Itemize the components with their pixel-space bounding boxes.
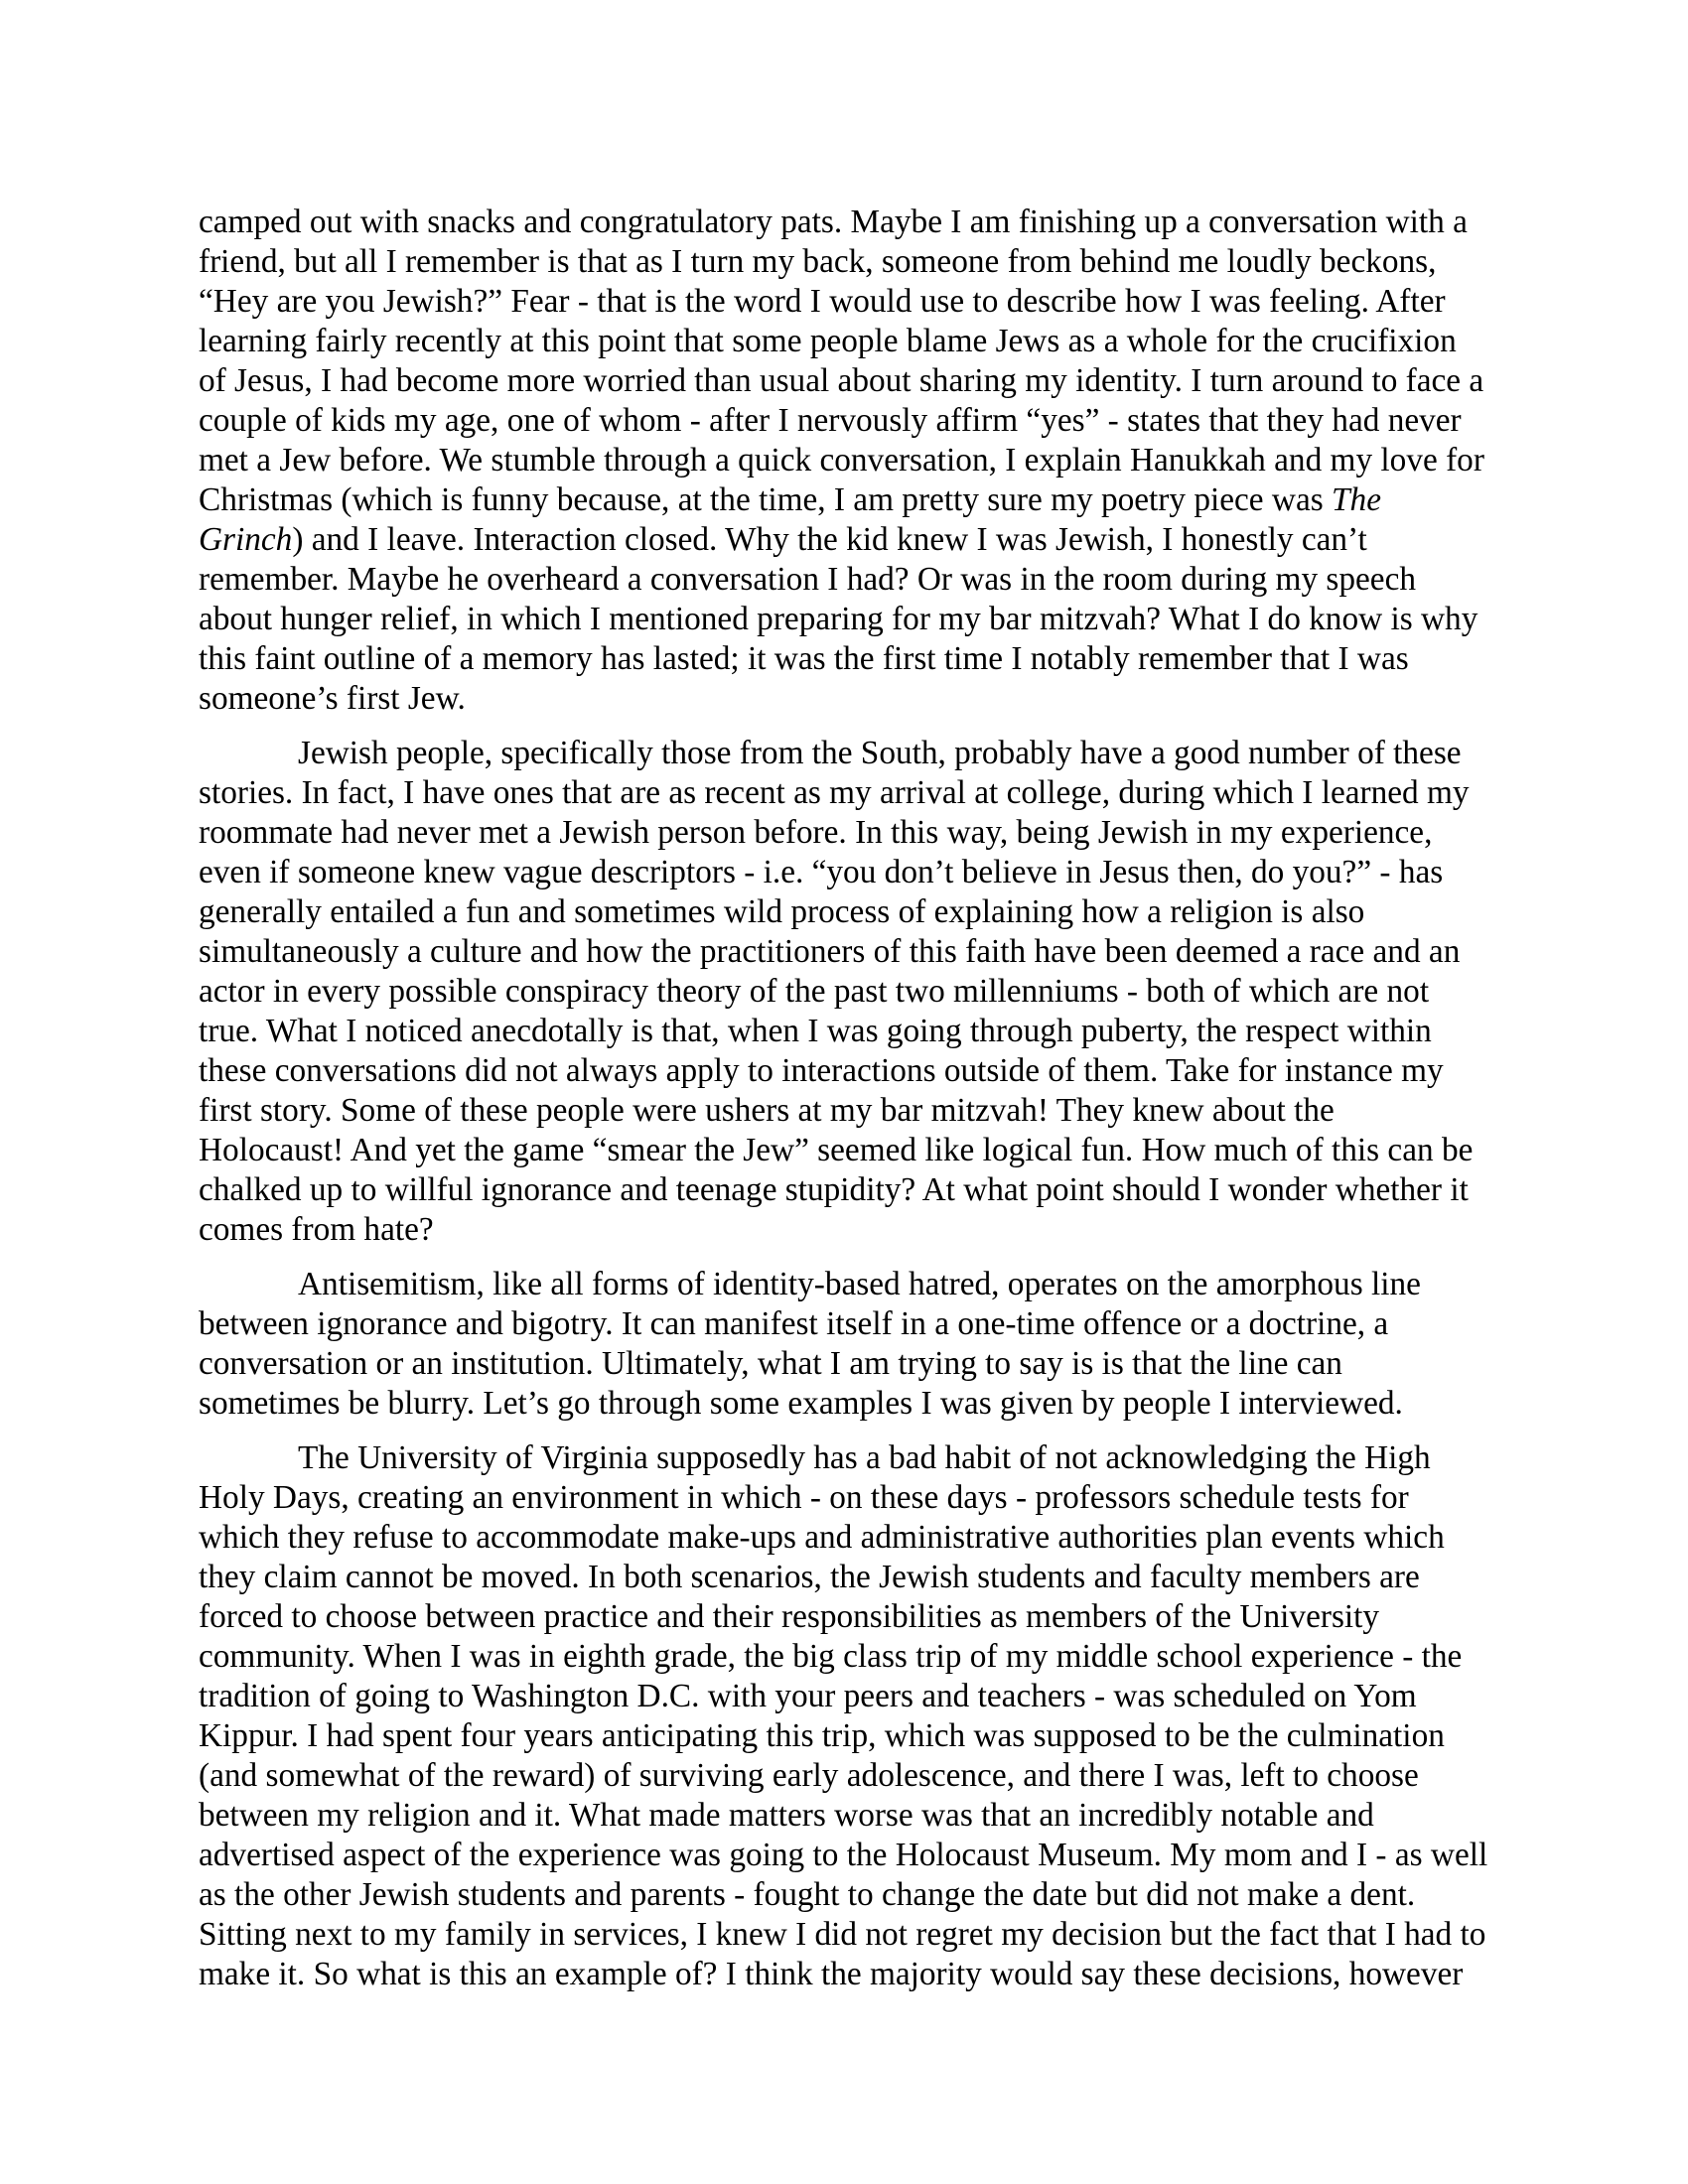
text-segment: Kippur. I had spent four years anticipating this trip, which was supposed to be the culmination (199, 1717, 1445, 1754)
text-line (199, 1304, 1489, 1344)
text-segment: of Jesus, I had become more worried than usual about sharing my identity. I turn around to face a (199, 362, 1484, 399)
text-line (199, 734, 1489, 773)
text-line (199, 679, 1489, 719)
text-segment: sometimes be blurry. Let’s go through some examples I was given by people I interviewed. (199, 1385, 1403, 1422)
text-segment: simultaneously a culture and how the practitioners of this faith have been deemed a race and an (199, 933, 1461, 970)
text-segment: Holy Days, creating an environment in which - on these days - professors schedule tests for (199, 1479, 1409, 1516)
text-segment: they claim cannot be moved. In both scenarios, the Jewish students and faculty members are (199, 1559, 1420, 1595)
italic-text: The (1332, 481, 1381, 518)
text-segment: conversation or an institution. Ultimately, what I am trying to say is is that the line can (199, 1345, 1342, 1382)
text-line (199, 853, 1489, 892)
text-line (199, 972, 1489, 1012)
text-segment: which they refuse to accommodate make-ups and administrative authorities plan events which (199, 1519, 1445, 1556)
text-segment: forced to choose between practice and their responsibilities as members of the University (199, 1598, 1380, 1635)
text-line (199, 1558, 1489, 1597)
text-segment: about hunger relief, in which I mentioned preparing for my bar mitzvah? What I do know is why (199, 601, 1478, 637)
text-segment: between my religion and it. What made matters worse was that an incredibly notable and (199, 1797, 1374, 1834)
text-segment: Christmas (which is funny because, at the time, I am pretty sure my poetry piece was (199, 481, 1333, 518)
text-segment: Antisemitism, like all forms of identity-based hatred, operates on the amorphous line (298, 1266, 1421, 1302)
text-segment: advertised aspect of the experience was going to the Holocaust Museum. My mom and I - as well (199, 1837, 1488, 1873)
text-line (199, 892, 1489, 932)
paragraph-4 (199, 1438, 1489, 1994)
text-line (199, 1518, 1489, 1558)
text-line (199, 1265, 1489, 1304)
text-segment: these conversations did not always apply to interactions outside of them. Take for instance my (199, 1052, 1444, 1089)
text-line (199, 1915, 1489, 1955)
text-segment: first story. Some of these people were ushers at my bar mitzvah! They knew about the (199, 1092, 1335, 1129)
text-line (199, 813, 1489, 853)
text-segment: actor in every possible conspiracy theory of the past two millenniums - both of which are not (199, 973, 1430, 1010)
text-line (199, 1170, 1489, 1210)
text-segment: community. When I was in eighth grade, the big class trip of my middle school experience - the (199, 1638, 1463, 1675)
text-line (199, 1955, 1489, 1994)
text-line (199, 932, 1489, 972)
text-line (199, 1131, 1489, 1170)
text-line (199, 600, 1489, 639)
paragraph-1 (199, 203, 1489, 719)
text-line (199, 520, 1489, 560)
text-line (199, 361, 1489, 401)
text-line (199, 1344, 1489, 1384)
italic-text: Grinch (199, 521, 293, 558)
text-line (199, 639, 1489, 679)
text-segment: The University of Virginia supposedly has a bad habit of not acknowledging the High (298, 1439, 1431, 1476)
text-segment: friend, but all I remember is that as I turn my back, someone from behind me loudly beckons, (199, 243, 1437, 280)
text-line (199, 1836, 1489, 1875)
text-line (199, 480, 1489, 520)
text-segment: even if someone knew vague descriptors - i.e. “you don’t believe in Jesus then, do you?” - has (199, 854, 1444, 890)
text-line (199, 1796, 1489, 1836)
text-line (199, 1438, 1489, 1478)
text-segment: Holocaust! And yet the game “smear the Jew” seemed like logical fun. How much of this can be (199, 1132, 1474, 1168)
text-segment: generally entailed a fun and sometimes wild process of explaining how a religion is also (199, 893, 1365, 930)
text-line (199, 242, 1489, 282)
paragraph-2 (199, 734, 1489, 1250)
text-segment: learning fairly recently at this point that some people blame Jews as a whole for the crucifixion (199, 323, 1457, 359)
text-line (199, 1478, 1489, 1518)
text-segment: make it. So what is this an example of? I think the majority would say these decisions, however (199, 1956, 1464, 1992)
text-line (199, 1716, 1489, 1756)
text-segment: couple of kids my age, one of whom - after I nervously affirm “yes” - states that they had never (199, 402, 1462, 439)
text-segment: ) and I leave. Interaction closed. Why the kid knew I was Jewish, I honestly can’t (292, 521, 1367, 558)
text-line (199, 441, 1489, 480)
text-line (199, 1091, 1489, 1131)
text-segment: tradition of going to Washington D.C. with your peers and teachers - was scheduled on Yom (199, 1678, 1417, 1714)
text-segment: (and somewhat of the reward) of surviving early adolescence, and there I was, left to choose (199, 1757, 1419, 1794)
text-segment: chalked up to willful ignorance and teenage stupidity? At what point should I wonder whether it (199, 1171, 1469, 1208)
text-segment: “Hey are you Jewish?” Fear - that is the word I would use to describe how I was feeling. After (199, 283, 1446, 320)
text-segment: stories. In fact, I have ones that are as recent as my arrival at college, during which I learned my (199, 774, 1470, 811)
text-line (199, 282, 1489, 322)
text-segment: this faint outline of a memory has lasted; it was the first time I notably remember that I was (199, 640, 1409, 677)
essay-text (199, 203, 1489, 1994)
text-line (199, 1677, 1489, 1716)
text-line (199, 773, 1489, 813)
text-line (199, 322, 1489, 361)
text-segment: true. What I noticed anecdotally is that, when I was going through puberty, the respect within (199, 1013, 1432, 1049)
text-segment: camped out with snacks and congratulatory pats. Maybe I am finishing up a conversation with a (199, 204, 1468, 240)
text-segment: Jewish people, specifically those from the South, probably have a good number of these (298, 735, 1462, 771)
text-line (199, 1384, 1489, 1424)
text-line (199, 1210, 1489, 1250)
text-segment: Sitting next to my family in services, I knew I did not regret my decision but the fact that I had to (199, 1916, 1486, 1953)
text-line (199, 1756, 1489, 1796)
text-line (199, 1637, 1489, 1677)
text-segment: between ignorance and bigotry. It can manifest itself in a one-time offence or a doctrine, a (199, 1305, 1389, 1342)
text-line (199, 1051, 1489, 1091)
text-segment: as the other Jewish students and parents - fought to change the date but did not make a dent. (199, 1876, 1416, 1913)
text-segment: remember. Maybe he overheard a conversation I had? Or was in the room during my speech (199, 561, 1417, 598)
text-line (199, 560, 1489, 600)
text-line (199, 1012, 1489, 1051)
text-line (199, 203, 1489, 242)
text-segment: roommate had never met a Jewish person before. In this way, being Jewish in my experience, (199, 814, 1433, 851)
text-line (199, 1875, 1489, 1915)
text-segment: comes from hate? (199, 1211, 434, 1248)
text-line (199, 1597, 1489, 1637)
text-line (199, 401, 1489, 441)
text-segment: someone’s first Jew. (199, 680, 466, 717)
paragraph-3 (199, 1265, 1489, 1424)
text-segment: met a Jew before. We stumble through a quick conversation, I explain Hanukkah and my love for (199, 442, 1484, 478)
